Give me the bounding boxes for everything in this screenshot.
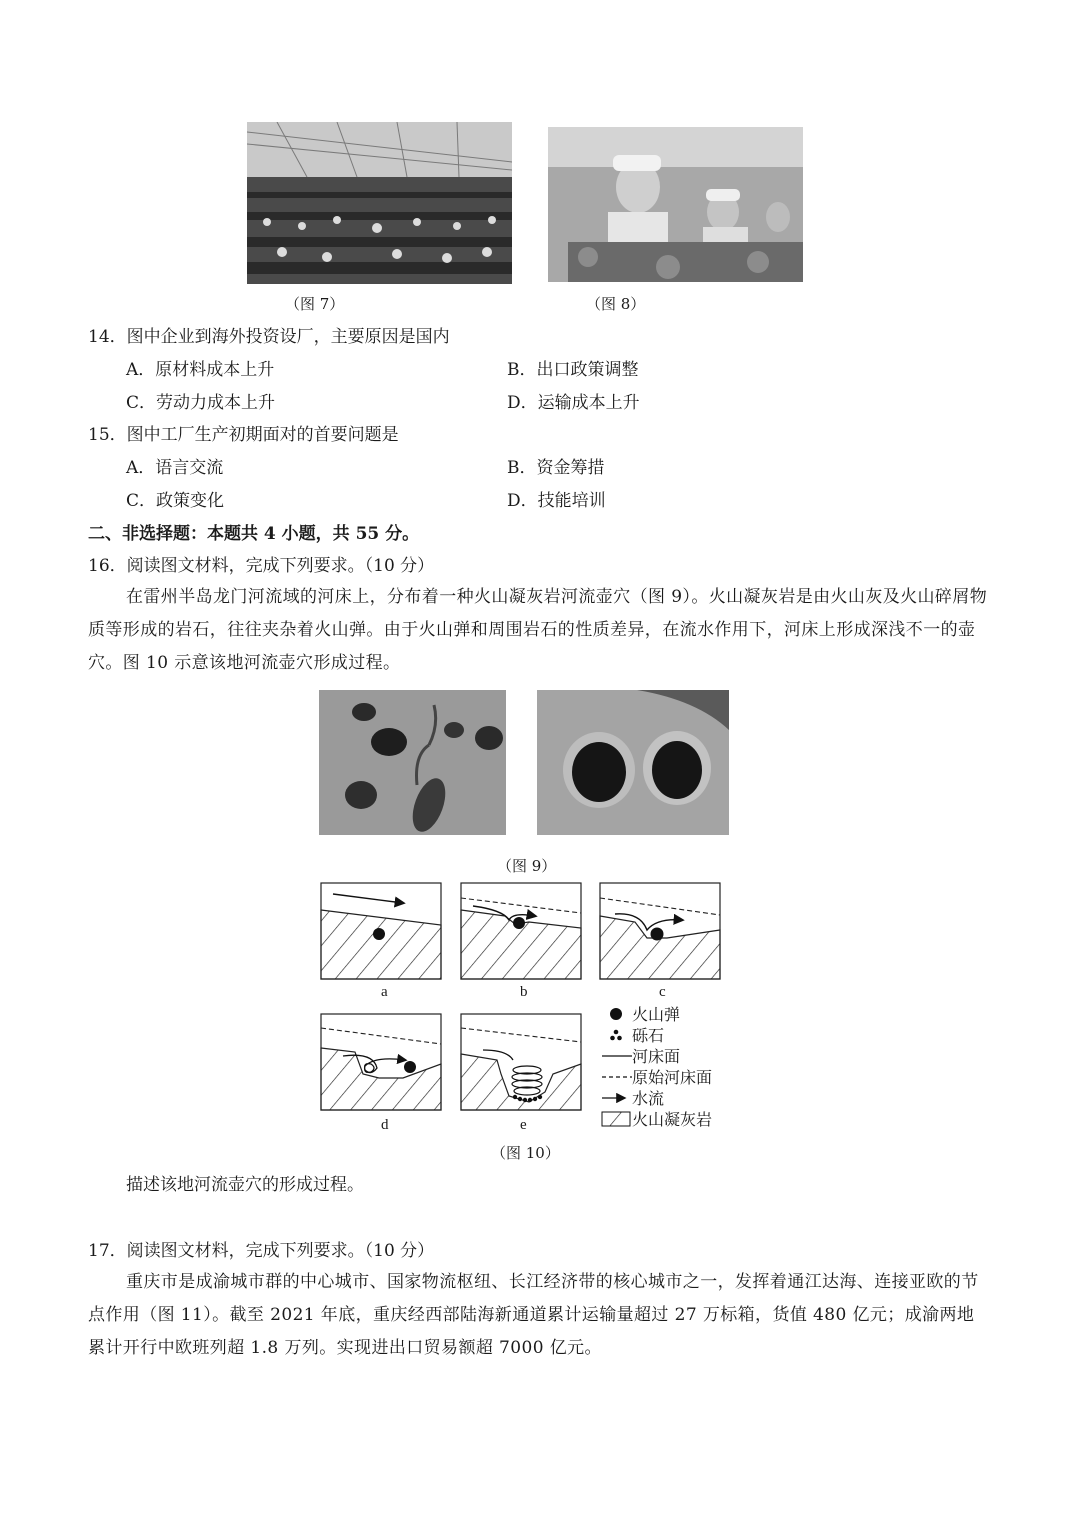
question-14-option-b: B．出口政策调整 <box>507 360 639 380</box>
question-17-material: 重庆市是成渝城市群的中心城市、国家物流枢纽、长江经济带的核心城市之一，发挥着通江达海、连接亚欧的节点作用（图 11）。截至 2021 年底，重庆经西部陆海新通道累计运输量超过 27 万标箱，货值 480 亿元；成渝两地累计开行中欧班列超 1.8 万列。实现进出口贸易额超 7000 亿元。 <box>88 1272 979 1358</box>
legend-label: 河床面 <box>632 1047 681 1066</box>
legend-item <box>600 1045 712 1066</box>
water-flow-arrow-icon <box>600 1093 632 1103</box>
panel-a-label: a <box>381 984 388 1000</box>
question-17-stem: 17．阅读图文材料，完成下列要求。（10 分） <box>88 1241 435 1261</box>
question-14-option-c: C．劳动力成本上升 <box>126 393 276 413</box>
question-16-material: 在雷州半岛龙门河流域的河床上，分布着一种火山凝灰岩河流壶穴（图 9）。火山凝灰岩是由火山灰及火山碎屑物质等形成的岩石，往往夹杂着火山弹。由于火山弹和周围岩石的性质差异，在流水作用下，河床上形成深浅不一的壶穴。图 10 示意该地河流壶穴形成过程。 <box>88 587 988 673</box>
figure-8-caption: （图 8） <box>586 295 646 313</box>
legend-item <box>600 1066 712 1087</box>
question-15-stem: 15．图中工厂生产初期面对的首要问题是 <box>88 425 399 445</box>
legend-item <box>600 1024 712 1045</box>
gravel-icon <box>600 1028 632 1042</box>
legend-item <box>600 1087 712 1108</box>
question-16-task: 描述该地河流壶穴的形成过程。 <box>126 1175 364 1195</box>
volcanic-bomb-icon <box>600 1007 632 1021</box>
panel-c-label: c <box>659 984 666 1000</box>
question-15-option-c: C．政策变化 <box>126 491 225 511</box>
legend-label: 火山弹 <box>632 1005 681 1024</box>
legend-label: 原始河床面 <box>632 1068 713 1087</box>
figure-9-potholes-photo-left <box>319 690 506 835</box>
figure-10-legend <box>600 1003 712 1129</box>
figure-8-workers-photo <box>548 127 803 282</box>
question-15-option-b: B．资金筹措 <box>507 458 605 478</box>
figure-9-potholes-photo-right <box>537 690 729 835</box>
panel-b-label: b <box>520 984 528 1000</box>
panel-c <box>600 883 720 979</box>
legend-label: 火山凝灰岩 <box>632 1110 713 1129</box>
tuff-hatch-icon <box>600 1111 632 1127</box>
question-14-option-a: A．原材料成本上升 <box>126 360 275 380</box>
legend-item <box>600 1003 712 1024</box>
legend-label: 水流 <box>632 1089 665 1108</box>
original-riverbed-line-icon <box>600 1072 632 1082</box>
question-14-stem: 14．图中企业到海外投资设厂，主要原因是国内 <box>88 327 450 347</box>
legend-label: 砾石 <box>632 1026 665 1045</box>
figure-7-caption: （图 7） <box>285 295 345 313</box>
panel-e-label: e <box>520 1117 527 1133</box>
figure-10-caption: （图 10） <box>491 1144 560 1162</box>
panel-d <box>321 1014 441 1110</box>
question-15-option-d: D．技能培训 <box>507 491 606 511</box>
panel-a <box>321 883 441 979</box>
panel-e <box>461 1014 581 1110</box>
figure-7-factory-photo <box>247 122 512 284</box>
section-2-heading: 二、非选择题：本题共 4 小题，共 55 分。 <box>88 524 420 544</box>
legend-item <box>600 1108 712 1129</box>
question-16-stem: 16．阅读图文材料，完成下列要求。（10 分） <box>88 556 435 576</box>
riverbed-line-icon <box>600 1051 632 1061</box>
figure-9-caption: （图 9） <box>497 857 557 875</box>
question-14-option-d: D．运输成本上升 <box>507 393 640 413</box>
question-15-option-a: A．语言交流 <box>126 458 224 478</box>
panel-b <box>461 883 581 979</box>
panel-d-label: d <box>381 1117 389 1133</box>
